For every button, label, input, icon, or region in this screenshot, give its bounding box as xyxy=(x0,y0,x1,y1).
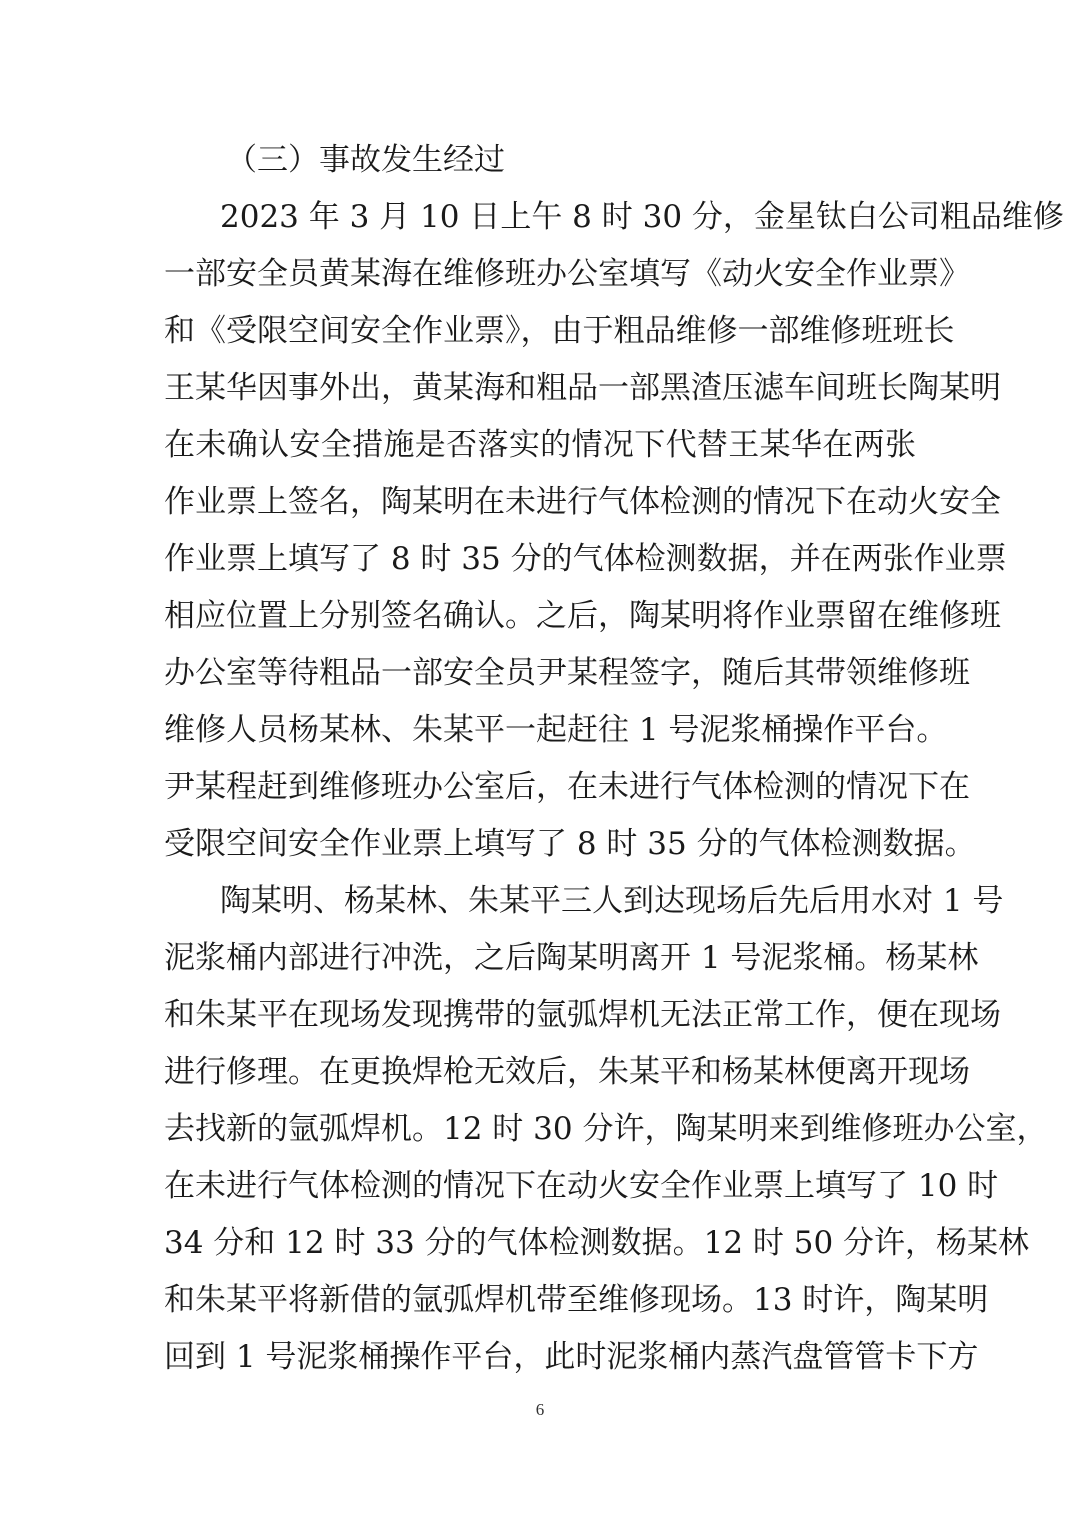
paragraph-line: 王某华因事外出，黄某海和粗品一部黑渣压滤车间班长陶某明 xyxy=(164,370,1001,406)
paragraph-line: 和朱某平将新借的氩弧焊机带至维修现场。13 时许，陶某明 xyxy=(164,1282,989,1318)
paragraph-line: 进行修理。在更换焊枪无效后，朱某平和杨某林便离开现场 xyxy=(164,1054,970,1090)
paragraph-line: 尹某程赶到维修班办公室后，在未进行气体检测的情况下在 xyxy=(164,769,970,805)
paragraph-line: 一部安全员黄某海在维修班办公室填写《动火安全作业票》 xyxy=(164,256,970,292)
paragraph-line: 在未确认安全措施是否落实的情况下代替王某华在两张 xyxy=(164,427,916,463)
paragraph-line: 和《受限空间安全作业票》，由于粗品维修一部维修班班长 xyxy=(164,313,955,349)
paragraph-line: 作业票上签名，陶某明在未进行气体检测的情况下在动火安全 xyxy=(164,484,1001,520)
paragraph-1 xyxy=(164,189,1064,873)
paragraph-line: 和朱某平在现场发现携带的氩弧焊机无法正常工作，便在现场 xyxy=(164,997,1001,1033)
paragraph-line: 维修人员杨某林、朱某平一起赶往 1 号泥浆桶操作平台。 xyxy=(164,712,948,748)
paragraph-line: 2023 年 3 月 10 日上午 8 时 30 分，金星钛白公司粗品维修 xyxy=(220,199,1064,235)
paragraph-line: 在未进行气体检测的情况下在动火安全作业票上填写了 10 时 xyxy=(164,1168,999,1204)
paragraph-line: 回到 1 号泥浆桶操作平台，此时泥浆桶内蒸汽盘管管卡下方 xyxy=(164,1339,979,1375)
paragraph-line: 泥浆桶内部进行冲洗，之后陶某明离开 1 号泥浆桶。杨某林 xyxy=(164,940,979,976)
paragraph-line: 陶某明、杨某林、朱某平三人到达现场后先后用水对 1 号 xyxy=(220,883,1004,919)
paragraph-line: 相应位置上分别签名确认。之后，陶某明将作业票留在维修班 xyxy=(164,598,1001,634)
page-body xyxy=(164,132,1064,1386)
paragraph-2 xyxy=(164,873,1048,1386)
paragraph-line: 受限空间安全作业票上填写了 8 时 35 分的气体检测数据。 xyxy=(164,826,976,862)
page-number: 6 xyxy=(535,1400,545,1419)
paragraph-line: 去找新的氩弧焊机。12 时 30 分许，陶某明来到维修班办公室， xyxy=(164,1111,1048,1147)
paragraph-line: 34 分和 12 时 33 分的气体检测数据。12 时 50 分许，杨某林 xyxy=(164,1225,1030,1261)
paragraph-line: 作业票上填写了 8 时 35 分的气体检测数据，并在两张作业票 xyxy=(164,541,1007,577)
paragraph-line: 办公室等待粗品一部安全员尹某程签字，随后其带领维修班 xyxy=(164,655,970,691)
section-heading: （三）事故发生经过 xyxy=(226,142,505,178)
